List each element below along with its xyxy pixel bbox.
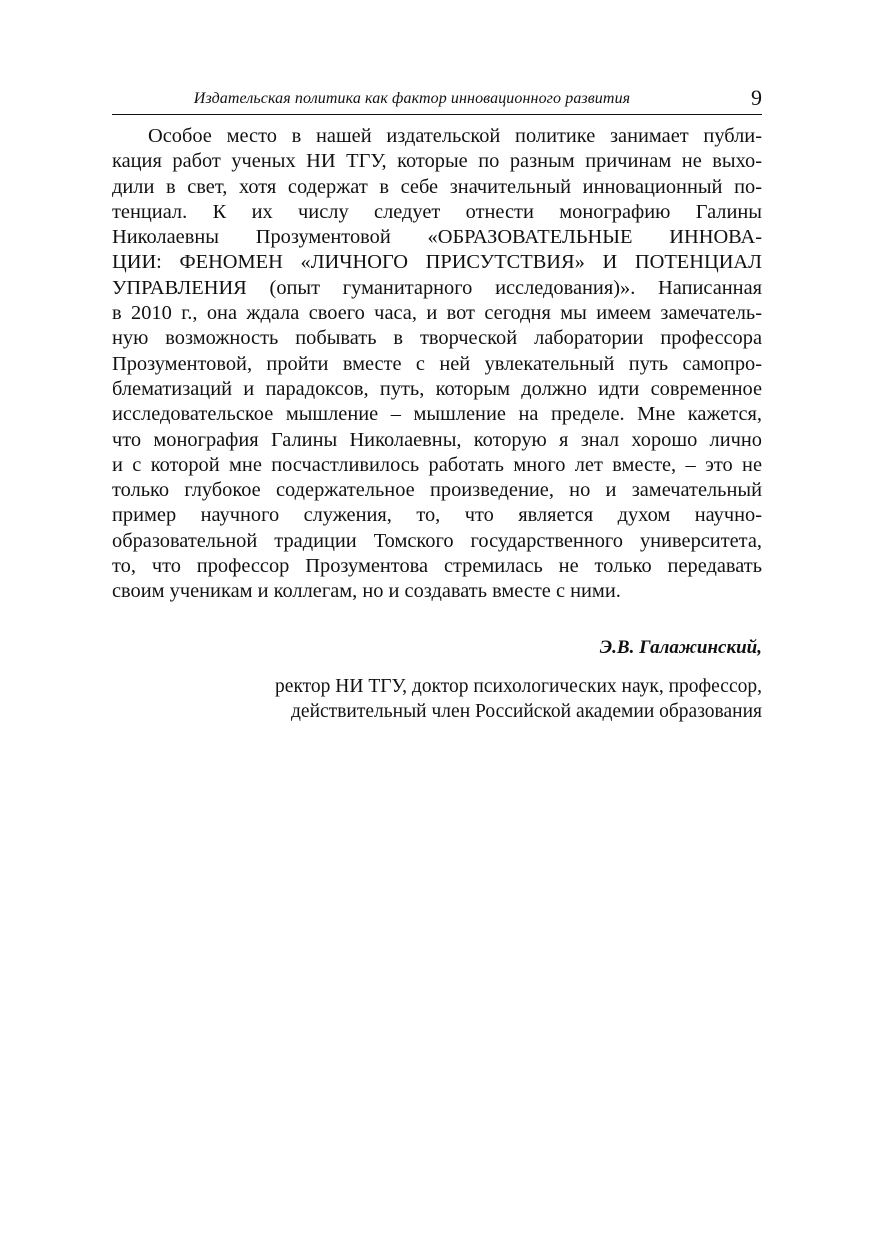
- paragraph-line: блематизаций и парадоксов, путь, которым должно идти современное: [112, 377, 762, 400]
- paragraph-line: УПРАВЛЕНИЯ (опыт гуманитарного исследования)». Написанная: [112, 276, 762, 299]
- signature-name: Э.В. Галажинский,: [599, 637, 762, 658]
- paragraph-line: пример научного служения, то, что является духом научно-: [112, 504, 762, 527]
- affiliation-line: ректор НИ ТГУ, доктор психологических наук, профессор,: [275, 676, 762, 697]
- signature-affiliation: [162, 675, 762, 724]
- paragraph-line: Прозументовой, пройти вместе с ней увлекательный путь самопро-: [112, 352, 762, 375]
- paragraph-line: что монография Галины Николаевны, которую я знал хорошо лично: [112, 428, 762, 451]
- paragraph-line: только глубокое содержательное произведение, но и замечательный: [112, 479, 762, 502]
- paragraph-line: ЦИИ: ФЕНОМЕН «ЛИЧНОГО ПРИСУТСТВИЯ» И ПОТЕНЦИАЛ: [112, 251, 762, 274]
- paragraph-line: кация работ ученых НИ ТГУ, которые по разным причинам не выхо-: [112, 150, 762, 173]
- affiliation-line: действительный член Российской академии образования: [291, 700, 762, 722]
- paragraph-line: тенциал. К их числу следует отнести монографию Галины: [112, 200, 762, 223]
- paragraph-line: исследовательское мышление – мышление на пределе. Мне кажется,: [112, 403, 762, 426]
- page-number: 9: [751, 85, 762, 110]
- paragraph-line: и с которой мне посчастливилось работать много лет вместе, – это не: [112, 453, 762, 476]
- body-paragraph: [112, 124, 762, 605]
- running-header: [112, 84, 762, 115]
- running-title: Издательская политика как фактор инновационного развития: [193, 90, 631, 107]
- paragraph-line: ную возможность побывать в творческой лаборатории профессора: [112, 327, 762, 350]
- paragraph-line: дили в свет, хотя содержат в себе значительный инновационный по-: [112, 175, 762, 198]
- paragraph-line: Николаевны Прозументовой «ОБРАЗОВАТЕЛЬНЫЕ ИННОВА-: [112, 226, 762, 249]
- paragraph-line: своим ученикам и коллегам, но и создавать вместе с ними.: [112, 580, 621, 603]
- paragraph-line: Особое место в нашей издательской политике занимает публи-: [148, 125, 762, 147]
- paragraph-line: образовательной традиции Томского государственного университета,: [112, 529, 762, 552]
- paragraph-line: то, что профессор Прозументова стремилась не только передавать: [112, 555, 762, 578]
- paragraph-line: в 2010 г., она ждала своего часа, и вот сегодня мы имеем замечатель-: [112, 302, 762, 325]
